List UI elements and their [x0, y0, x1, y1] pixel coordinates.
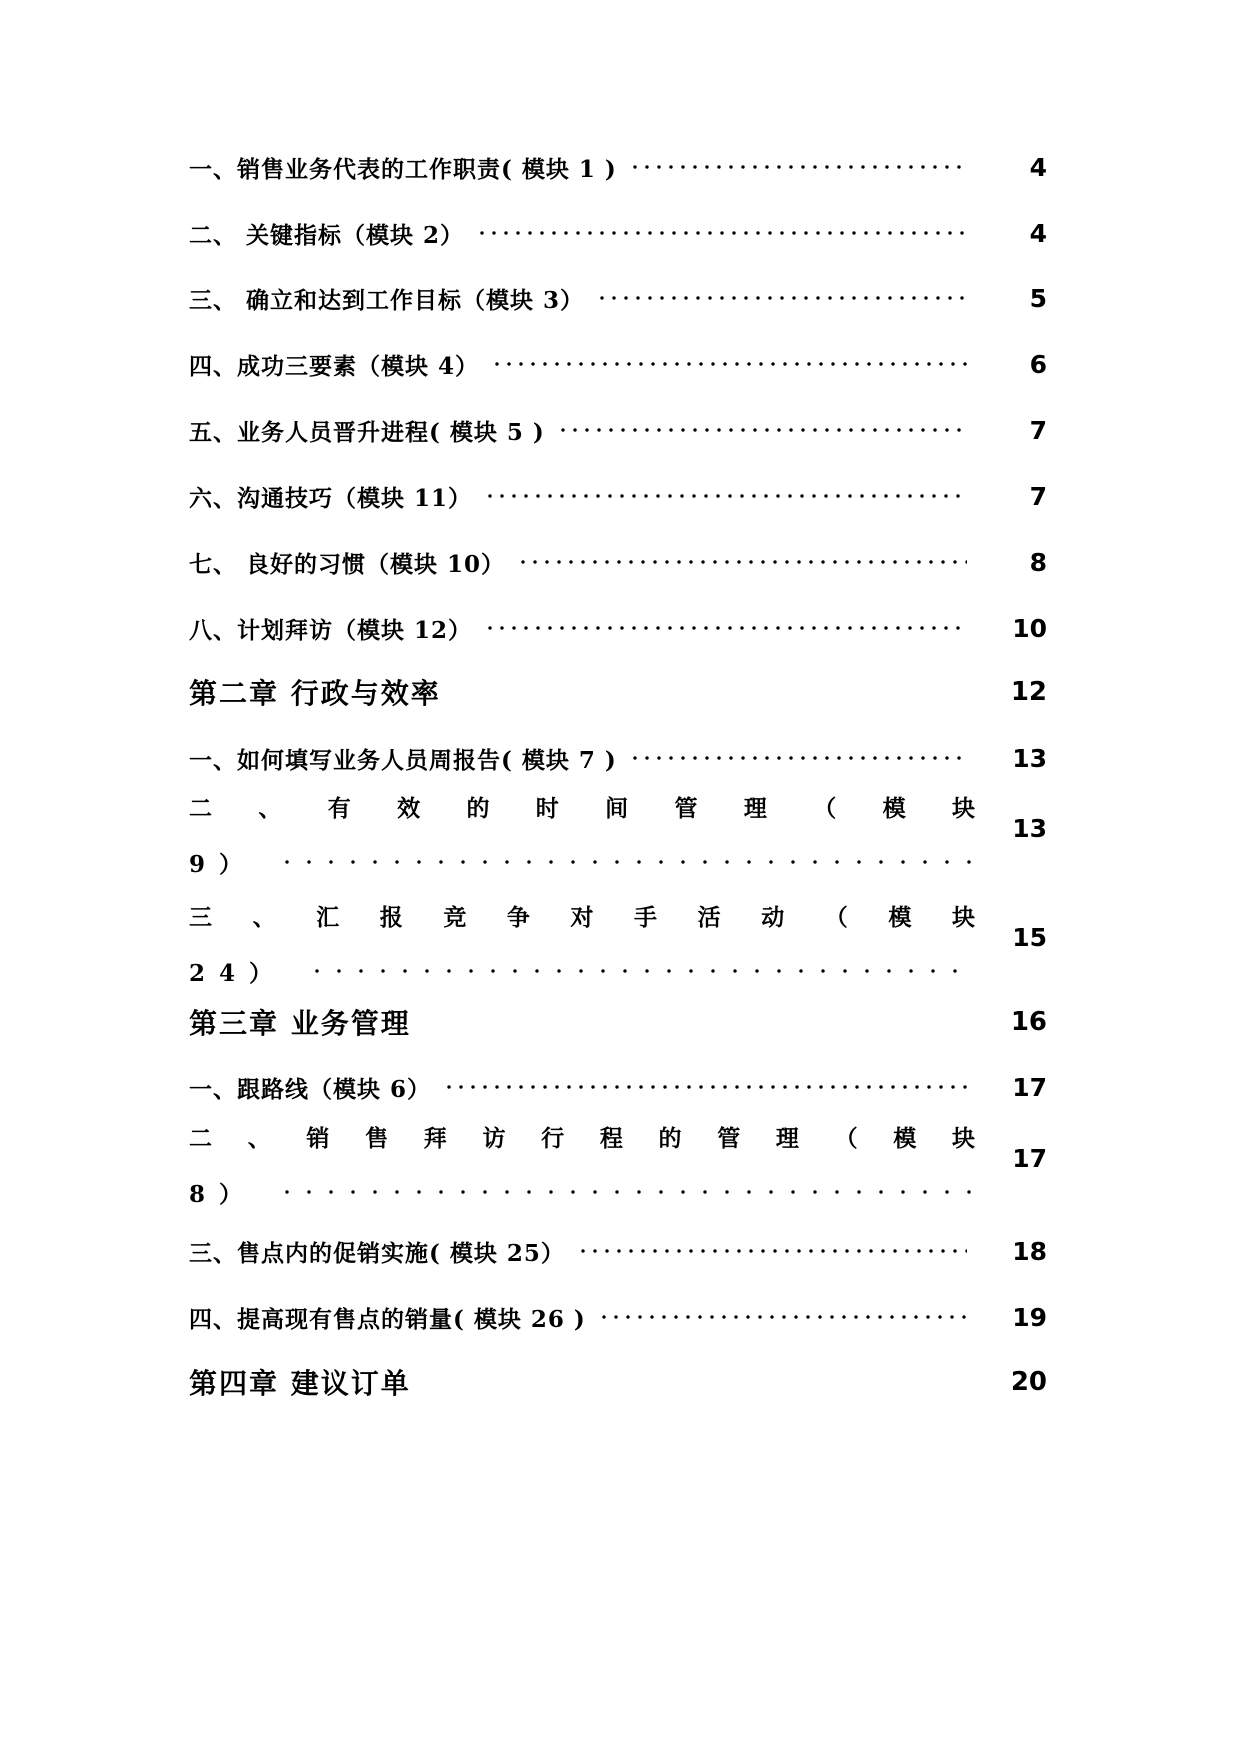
toc-entry-label-line — [189, 895, 975, 935]
toc-entry-label: 四、提高现有售点的销量( 模块 26 ) — [189, 1305, 586, 1333]
label-char: 争 — [506, 903, 530, 931]
toc-page-number: 12 — [1010, 677, 1047, 707]
label-char: 报 — [379, 903, 403, 931]
label-char: （ — [834, 1124, 858, 1152]
toc-entry-1 — [189, 145, 1047, 189]
toc-entry-3-1 — [189, 1065, 1047, 1109]
label-char: 访 — [482, 1124, 506, 1152]
dot-leader — [491, 362, 967, 366]
dot-leader — [276, 860, 975, 864]
chapter-title: 第四章 建议订单 — [189, 1367, 411, 1400]
toc-page-number: 13 — [1012, 743, 1047, 773]
toc-entry-7 — [189, 540, 1047, 584]
toc-entry-label-line — [189, 786, 975, 826]
toc-entry-label: 三、售点内的促销实施( 模块 25） — [189, 1239, 565, 1267]
dot-leader — [276, 1190, 975, 1194]
toc-entry-6 — [189, 474, 1047, 518]
toc-entry-tail-line — [189, 842, 975, 882]
label-char: （ — [824, 903, 848, 931]
toc-entry-5 — [189, 408, 1047, 452]
toc-entry-label: 一、如何填写业务人员周报告( 模块 7 ) — [189, 746, 617, 774]
label-char: 模 — [882, 794, 906, 822]
toc-page-number: 13 — [1012, 814, 1047, 843]
toc-entry-label: 一、销售业务代表的工作职责( 模块 1 ) — [189, 155, 617, 183]
toc-entry-2-1 — [189, 736, 1047, 780]
dot-leader — [443, 1085, 967, 1089]
dot-leader — [598, 1315, 967, 1319]
toc-entry-label: 一、跟路线（模块 6） — [189, 1075, 432, 1103]
label-char: 的 — [658, 1124, 682, 1152]
toc-page-number: 8 — [1029, 547, 1047, 577]
toc-chapter-3 — [189, 1000, 1047, 1044]
toc-entry-2 — [189, 211, 1047, 255]
toc-entry-4 — [189, 342, 1047, 386]
toc-entry-2-2 — [189, 786, 1047, 886]
label-char: 理 — [775, 1124, 799, 1152]
toc-entry-tail: 8） — [189, 1180, 257, 1208]
toc-page-number: 17 — [1012, 1072, 1047, 1102]
label-char: 三 — [189, 903, 212, 931]
toc-page-number: 16 — [1010, 1007, 1047, 1037]
label-char: 时 — [535, 794, 559, 822]
label-char: 理 — [743, 794, 767, 822]
label-char: 模 — [893, 1124, 917, 1152]
label-char: 对 — [570, 903, 594, 931]
toc-entry-3-4 — [189, 1295, 1047, 1339]
label-char: 活 — [697, 903, 721, 931]
label-char: 块 — [951, 903, 975, 931]
label-char: 销 — [306, 1124, 330, 1152]
toc-page-number: 4 — [1029, 152, 1047, 182]
dot-leader — [484, 626, 967, 630]
label-char: 间 — [605, 794, 629, 822]
toc-chapter-2 — [189, 670, 1047, 714]
toc-page-number: 17 — [1012, 1144, 1047, 1173]
toc-entry-3-2 — [189, 1116, 1047, 1216]
toc-page-number: 6 — [1029, 349, 1047, 379]
toc-page-number: 5 — [1029, 283, 1047, 313]
toc-entry-label: 六、沟通技巧（模块 11） — [189, 484, 473, 512]
label-char: 竞 — [443, 903, 467, 931]
toc-entry-3-3 — [189, 1229, 1047, 1273]
label-char: 二 — [189, 794, 212, 822]
toc-entry-label: 七、 良好的习惯（模块 10） — [189, 550, 506, 578]
chapter-title: 第二章 行政与效率 — [189, 677, 441, 710]
dot-leader — [577, 1249, 967, 1253]
toc-entry-tail-line — [189, 951, 975, 991]
toc-page-number: 19 — [1012, 1302, 1047, 1332]
dot-leader — [629, 165, 967, 169]
label-char: 管 — [674, 794, 698, 822]
label-char: 模 — [888, 903, 912, 931]
toc-entry-3 — [189, 276, 1047, 320]
dot-leader — [306, 969, 975, 973]
label-char: 块 — [951, 794, 975, 822]
chapter-title: 第三章 业务管理 — [189, 1007, 411, 1040]
label-char: 汇 — [316, 903, 340, 931]
label-char: 程 — [599, 1124, 623, 1152]
toc-chapter-4 — [189, 1360, 1047, 1404]
toc-entry-label: 五、业务人员晋升进程( 模块 5 ) — [189, 418, 545, 446]
label-char: 手 — [634, 903, 658, 931]
toc-entry-tail: 24） — [189, 959, 287, 987]
toc-entry-label: 八、计划拜访（模块 12） — [189, 616, 473, 644]
toc-entry-tail: 9） — [189, 850, 257, 878]
label-char: 售 — [365, 1124, 389, 1152]
dot-leader — [476, 231, 967, 235]
dot-leader — [517, 560, 967, 564]
toc-page-number: 7 — [1029, 415, 1047, 445]
label-char: （ — [813, 794, 837, 822]
label-char: 、 — [258, 794, 282, 822]
toc-page-number: 7 — [1029, 481, 1047, 511]
label-char: 效 — [397, 794, 421, 822]
toc-page-number: 18 — [1012, 1236, 1047, 1266]
dot-leader — [596, 296, 967, 300]
label-char: 管 — [717, 1124, 741, 1152]
label-char: 、 — [252, 903, 276, 931]
toc-entry-label: 三、 确立和达到工作目标（模块 3） — [189, 286, 585, 314]
toc-entry-label-line — [189, 1116, 975, 1156]
toc-page-number: 4 — [1029, 218, 1047, 248]
label-char: 块 — [951, 1124, 975, 1152]
label-char: 、 — [247, 1124, 271, 1152]
toc-page-number: 20 — [1010, 1367, 1047, 1397]
label-char: 动 — [761, 903, 785, 931]
dot-leader — [557, 428, 967, 432]
label-char: 的 — [466, 794, 490, 822]
label-char: 行 — [541, 1124, 565, 1152]
toc-entry-tail-line — [189, 1172, 975, 1212]
toc-page-number: 15 — [1012, 923, 1047, 952]
toc-entry-2-3 — [189, 895, 1047, 995]
label-char: 有 — [327, 794, 351, 822]
label-char: 二 — [189, 1124, 212, 1152]
toc-entry-label: 二、 关键指标（模块 2） — [189, 221, 465, 249]
toc-page-number: 10 — [1012, 613, 1047, 643]
toc-entry-8 — [189, 606, 1047, 650]
dot-leader — [629, 756, 967, 760]
label-char: 拜 — [423, 1124, 447, 1152]
dot-leader — [484, 494, 967, 498]
toc-entry-label: 四、成功三要素（模块 4） — [189, 352, 480, 380]
